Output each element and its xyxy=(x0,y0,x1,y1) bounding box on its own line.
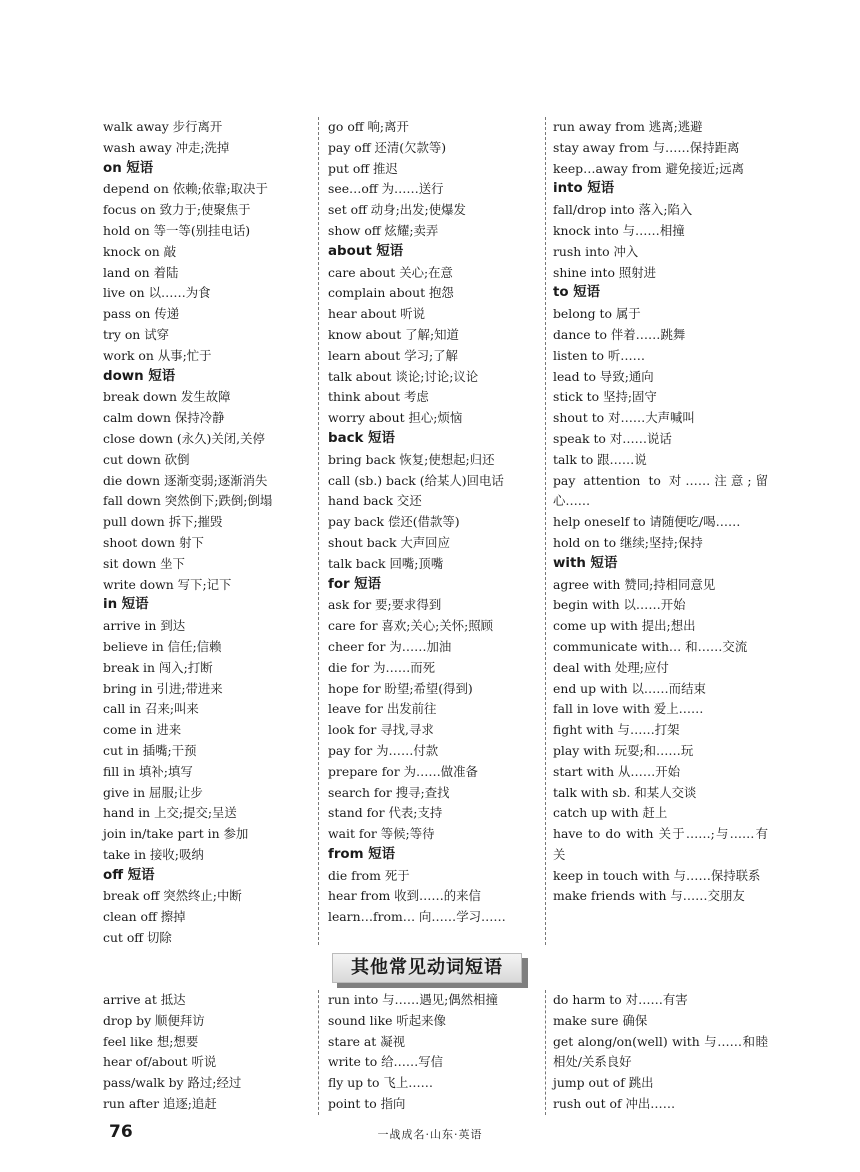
phrase-entry: belong to 属于 xyxy=(553,306,641,322)
phrase-entry: make sure 确保 xyxy=(553,1012,648,1028)
phrase-entry: knock on 敲 xyxy=(103,243,177,259)
phrase-entry: go off 响;离开 xyxy=(328,119,409,134)
section-heading: about 短语 xyxy=(328,243,404,259)
section-heading: from 短语 xyxy=(328,846,396,862)
phrase-entry: drop by 顺便拜访 xyxy=(103,1012,205,1028)
phrase-entry: arrive at 抵达 xyxy=(103,992,186,1007)
phrase-entry: focus on 致力于;使聚焦于 xyxy=(103,202,251,218)
phrase-entry: hear about 听说 xyxy=(328,306,426,322)
column-divider xyxy=(545,117,546,945)
phrase-entry: give in 屈服;让步 xyxy=(103,784,203,800)
top-column-3 xyxy=(553,117,768,907)
column-divider xyxy=(318,990,319,1115)
phrase-entry: stand for 代表;支持 xyxy=(328,805,443,821)
phrase-entry: pass/walk by 路过;经过 xyxy=(103,1075,242,1091)
phrase-entry: hand back 交还 xyxy=(328,493,422,509)
phrase-entry: cut down 砍倒 xyxy=(103,451,190,467)
phrase-entry: end up with 以……而结束 xyxy=(553,680,706,696)
phrase-entry: shine into 照射进 xyxy=(553,264,657,280)
page-footer: 一战成名·山东·英语 xyxy=(377,1128,483,1141)
phrase-entry: work on 从事;忙于 xyxy=(103,347,212,363)
phrase-entry: dance to 伴着……跳舞 xyxy=(553,326,686,342)
phrase-entry: play with 玩耍;和……玩 xyxy=(553,742,694,758)
phrase-entry: join in/take part in 参加 xyxy=(103,826,249,842)
phrase-entry: die down 逐渐变弱;逐渐消失 xyxy=(103,472,268,488)
phrase-entry: worry about 担心;烦恼 xyxy=(328,410,463,426)
phrase-entry: sound like 听起来像 xyxy=(328,1012,446,1028)
phrase-entry: do harm to 对……有害 xyxy=(553,992,688,1007)
phrase-entry: talk about 谈论;讨论;议论 xyxy=(328,368,479,384)
section-heading: for 短语 xyxy=(328,576,382,592)
phrase-entry: fall in love with 爱上…… xyxy=(553,701,704,717)
phrase-entry: break off 突然终止;中断 xyxy=(103,888,242,904)
section-heading: in 短语 xyxy=(103,597,149,613)
phrase-entry: bring in 引进;带进来 xyxy=(103,680,223,696)
phrase-entry: look for 寻找,寻求 xyxy=(328,722,434,738)
phrase-entry: live on 以……为食 xyxy=(103,285,211,301)
phrase-entry: fly up to 飞上…… xyxy=(328,1075,433,1091)
phrase-entry: take in 接收;吸纳 xyxy=(103,846,204,862)
section-heading: into 短语 xyxy=(553,181,615,197)
page-number: 76 xyxy=(109,1122,133,1142)
phrase-entry: pay back 偿还(借款等) xyxy=(328,514,460,530)
phrase-entry: hear from 收到……的来信 xyxy=(328,888,481,904)
phrase-entry: hope for 盼望;希望(得到) xyxy=(328,680,473,696)
phrase-entry: rush into 冲入 xyxy=(553,243,639,259)
phrase-entry: clean off 擦掉 xyxy=(103,909,186,925)
phrase-entry: agree with 赞同;持相同意见 xyxy=(553,576,716,592)
phrase-entry: complain about 抱怨 xyxy=(328,285,454,301)
phrase-entry: start with 从……开始 xyxy=(553,763,680,779)
phrase-entry: fight with 与……打架 xyxy=(553,722,680,738)
phrase-entry: run after 追逐;追赶 xyxy=(103,1095,217,1111)
phrase-entry: deal with 处理;应付 xyxy=(553,659,669,675)
phrase-entry: catch up with 赶上 xyxy=(553,805,668,821)
phrase-entry: pass on 传递 xyxy=(103,306,180,322)
phrase-entry: pull down 拆下;摧毁 xyxy=(103,514,223,530)
phrase-entry: have to do with 关于……;与……有关 xyxy=(553,826,768,862)
section-heading: on 短语 xyxy=(103,160,154,176)
phrase-entry: talk to 跟……说 xyxy=(553,451,647,467)
phrase-entry: die for 为……而死 xyxy=(328,659,436,675)
phrase-entry: stick to 坚持;固守 xyxy=(553,389,657,405)
phrase-entry: come in 进来 xyxy=(103,722,182,738)
phrase-entry: write down 写下;记下 xyxy=(103,576,232,592)
phrase-entry: believe in 信任;信赖 xyxy=(103,638,222,654)
phrase-entry: help oneself to 请随便吃/喝…… xyxy=(553,514,741,530)
phrase-entry: try on 试穿 xyxy=(103,326,170,342)
phrase-entry: learn about 学习;了解 xyxy=(328,347,458,363)
phrase-entry: fall/drop into 落入;陷入 xyxy=(553,202,693,218)
phrase-entry: listen to 听…… xyxy=(553,347,646,363)
phrase-entry: keep in touch with 与……保持联系 xyxy=(553,867,761,883)
bottom-column-1 xyxy=(103,990,318,1115)
phrase-entry: see…off 为……送行 xyxy=(328,181,444,197)
top-column-2 xyxy=(328,117,543,928)
bottom-column-2 xyxy=(328,990,543,1115)
section-heading: with 短语 xyxy=(553,555,618,571)
phrase-entry: cut in 插嘴;干预 xyxy=(103,742,197,758)
phrase-entry: close down (永久)关闭,关停 xyxy=(103,430,265,446)
phrase-entry: break in 闯入;打断 xyxy=(103,659,213,675)
phrase-entry: put off 推迟 xyxy=(328,160,398,176)
phrase-entry: talk with sb. 和某人交谈 xyxy=(553,784,697,800)
phrase-entry: write to 给……写信 xyxy=(328,1054,444,1070)
phrase-entry: jump out of 跳出 xyxy=(553,1075,654,1091)
phrase-entry: speak to 对……说话 xyxy=(553,430,672,446)
phrase-entry: depend on 依赖;依靠;取决于 xyxy=(103,181,268,197)
phrase-entry: run away from 逃离;逃避 xyxy=(553,119,703,134)
phrase-entry: get along/on(well) with 与……和睦相处/关系良好 xyxy=(553,1033,768,1070)
phrase-entry: run into 与……遇见;偶然相撞 xyxy=(328,992,498,1007)
phrase-entry: calm down 保持冷静 xyxy=(103,410,225,426)
phrase-entry: come up with 提出;想出 xyxy=(553,618,696,634)
phrase-entry: bring back 恢复;使想起;归还 xyxy=(328,451,495,467)
phrase-entry: pay off 还清(欠款等) xyxy=(328,139,447,155)
phrase-entry: hand in 上交;提交;呈送 xyxy=(103,805,237,821)
section-heading: down 短语 xyxy=(103,368,176,384)
phrase-entry: fall down 突然倒下;跌倒;倒塌 xyxy=(103,493,273,509)
column-divider xyxy=(545,990,546,1115)
phrase-entry: point to 指向 xyxy=(328,1095,406,1111)
phrase-entry: talk back 回嘴;顶嘴 xyxy=(328,555,444,571)
phrase-entry: communicate with… 和……交流 xyxy=(553,638,748,654)
phrase-entry: hold on to 继续;坚持;保持 xyxy=(553,534,703,550)
phrase-entry: walk away 步行离开 xyxy=(103,119,223,134)
phrase-entry: pay attention to 对……注意;留心…… xyxy=(553,472,768,509)
phrase-entry: know about 了解;知道 xyxy=(328,326,459,342)
section-heading: back 短语 xyxy=(328,430,395,446)
phrase-entry: sit down 坐下 xyxy=(103,555,185,571)
phrase-entry: set off 动身;出发;使爆发 xyxy=(328,202,466,218)
bottom-column-3 xyxy=(553,990,768,1115)
phrase-entry: care for 喜欢;关心;关怀;照顾 xyxy=(328,618,494,634)
section-heading: to 短语 xyxy=(553,285,601,301)
phrase-entry: prepare for 为……做准备 xyxy=(328,763,478,779)
phrase-entry: show off 炫耀;卖弄 xyxy=(328,222,439,238)
phrase-entry: hear of/about 听说 xyxy=(103,1054,217,1070)
phrase-entry: keep…away from 避免接近;远离 xyxy=(553,160,744,176)
phrase-entry: call (sb.) back (给某人)回电话 xyxy=(328,472,504,488)
phrase-entry: ask for 要;要求得到 xyxy=(328,597,442,613)
phrase-entry: call in 召来;叫来 xyxy=(103,701,199,717)
phrase-entry: rush out of 冲出…… xyxy=(553,1095,676,1111)
phrase-entry: think about 考虑 xyxy=(328,389,429,405)
phrase-entry: search for 搜寻;查找 xyxy=(328,784,450,800)
phrase-entry: stare at 凝视 xyxy=(328,1033,406,1049)
phrase-entry: lead to 导致;通向 xyxy=(553,368,654,384)
phrase-entry: cut off 切除 xyxy=(103,930,172,946)
phrase-entry: learn…from… 向……学习…… xyxy=(328,909,506,925)
phrase-entry: land on 着陆 xyxy=(103,264,179,280)
phrase-entry: shoot down 射下 xyxy=(103,534,204,550)
section-banner xyxy=(332,953,526,987)
section-heading: off 短语 xyxy=(103,867,155,883)
phrase-entry: wait for 等候;等待 xyxy=(328,826,435,842)
top-column-1 xyxy=(103,117,318,949)
phrase-entry: fill in 填补;填写 xyxy=(103,763,193,779)
phrase-entry: cheer for 为……加油 xyxy=(328,638,452,654)
phrase-entry: shout to 对……大声喊叫 xyxy=(553,410,695,426)
phrase-entry: begin with 以……开始 xyxy=(553,597,686,613)
phrase-entry: knock into 与……相撞 xyxy=(553,222,685,238)
phrase-entry: care about 关心;在意 xyxy=(328,264,453,280)
section-title: 其他常见动词短语 xyxy=(332,953,522,983)
phrase-entry: pay for 为……付款 xyxy=(328,742,439,758)
phrase-entry: shout back 大声回应 xyxy=(328,534,450,550)
phrase-entry: stay away from 与……保持距离 xyxy=(553,139,740,155)
column-divider xyxy=(318,117,319,945)
phrase-entry: break down 发生故障 xyxy=(103,389,231,405)
phrase-entry: hold on 等一等(别挂电话) xyxy=(103,222,251,238)
phrase-entry: leave for 出发前往 xyxy=(328,701,437,717)
phrase-entry: feel like 想;想要 xyxy=(103,1033,199,1049)
phrase-entry: die from 死于 xyxy=(328,867,410,883)
phrase-entry: arrive in 到达 xyxy=(103,618,186,634)
phrase-entry: wash away 冲走;洗掉 xyxy=(103,139,230,155)
phrase-entry: make friends with 与……交朋友 xyxy=(553,888,745,904)
